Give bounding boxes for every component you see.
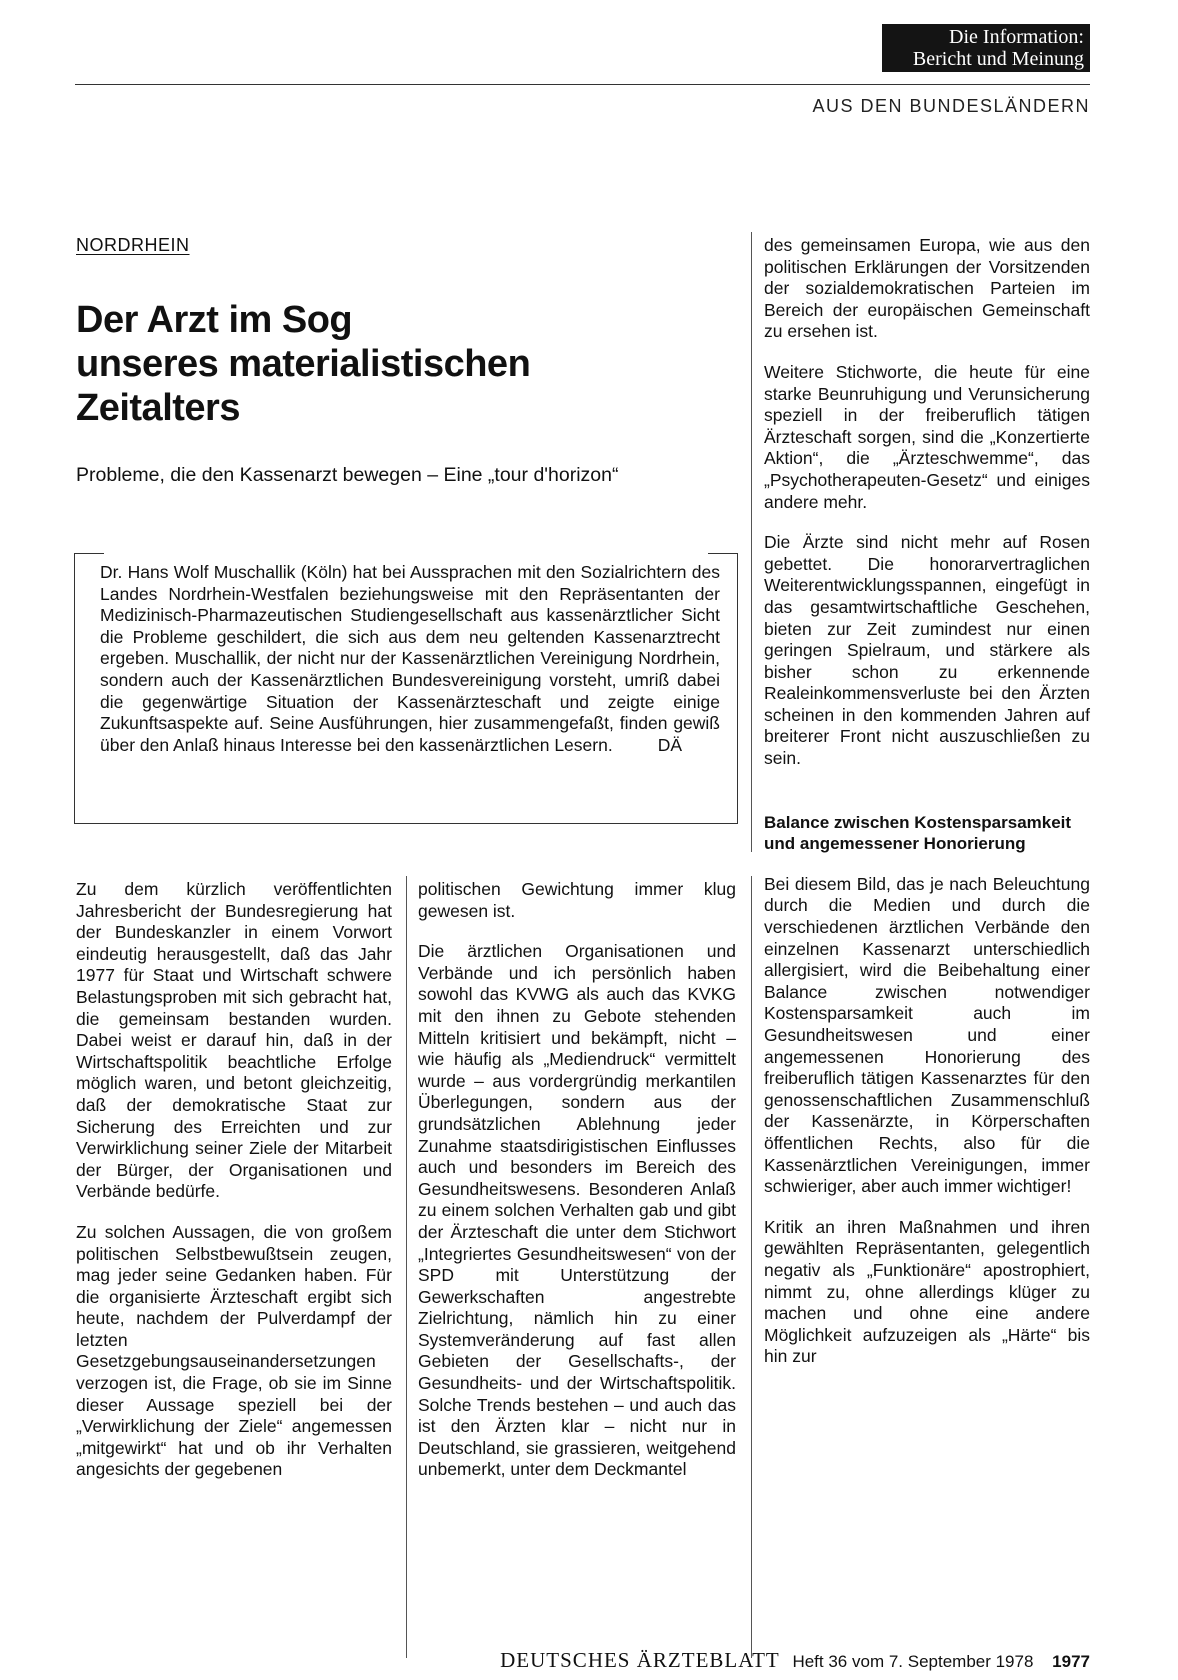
title-line: Zeitalters	[76, 387, 240, 429]
paragraph: Bei diesem Bild, das je nach Beleuchtung durch die Medien und durch die verschiedenen ärztlichen Verbände den einzelnen Kassenarzt unterschiedlich allergisiert, wird die Beibehaltung einer Balance zwischen notwendiger Kostensparsamkeit auch im Gesundheitswesen und einer angemessenen Honorierung des freiberuflich tätigen Kassenarztes für den genossenschaftlichen Zusammenschluß der Kassenärzte, in Körperschaften öffentlichen Rechts, also für die Kassenärztlichen Vereinigungen, immer schwieriger, aber auch immer wichtiger!	[764, 873, 1090, 1197]
section-subheading: Balance zwischen Kostensparsamkeit und angemessener Honorierung	[764, 812, 1072, 854]
column-divider	[751, 876, 752, 1658]
section-label: AUS DEN BUNDESLÄNDERN	[812, 96, 1090, 116]
column-divider	[406, 876, 407, 1658]
region-label: NORDRHEIN	[76, 235, 190, 255]
title-line: Der Arzt im Sog	[76, 299, 353, 341]
column-divider	[751, 232, 752, 852]
lead-text	[100, 562, 720, 756]
banner-line-1: Die Information:	[949, 26, 1084, 48]
paragraph: Kritik an ihren Maßnahmen und ihren gewählten Repräsentanten, gelegentlich negativ als „Funktionäre“ apostrophiert, nimmt zu, ohne allerdings klüger zu machen und ohne eine andere Möglichkeit aufzuzeigen als „Härte“ bis hin zur	[764, 1216, 1090, 1367]
section-banner	[882, 24, 1090, 72]
journal-name: DEUTSCHES ÄRZTEBLATT	[500, 1648, 780, 1672]
title-line: unseres materialistischen	[76, 343, 531, 385]
page-number: 1977	[1052, 1652, 1090, 1671]
article-subtitle: Probleme, die den Kassenarzt bewegen – Eine „tour d'horizon“	[76, 464, 619, 486]
lead-signature: DÄ	[657, 734, 682, 755]
issue-info: Heft 36 vom 7. September 1978	[792, 1652, 1034, 1671]
paragraph: politischen Gewichtung immer klug gewesen ist.	[418, 879, 736, 921]
lead-paragraph: Dr. Hans Wolf Muschallik (Köln) hat bei Aussprachen mit den Sozialrichtern des Landes Nordrhein-Westfalen beziehungsweise mit den Repräsentanten der Medizinisch-Pharmazeutischen Studiengesellschaft aus kassenärztlicher Sicht die Probleme geschildert, die sich aus dem neu geltenden Kassenarztrecht ergeben. Muschallik, der nicht nur der Kassenärztlichen Vereinigung Nordrhein, sondern auch der Kassenärztlichen Bundesvereinigung vorsteht, umriß dabei die gegenwärtige Situation der Kassenärzteschaft und zeigte einige Zukunftsaspekte auf. Seine Ausführungen, hier zusammengefaßt, finden gewiß über den Anlaß hinaus Interesse bei den kassenärztlichen Lesern.	[100, 562, 720, 755]
paragraph: Die Ärzte sind nicht mehr auf Rosen gebettet. Die honorarvertraglichen Weiterentwicklungsspannen, eingefügt in das gesamtwirtschaftliche Geschehen, bieten zur Zeit zumindest nur einen geringen Spielraum, und stärkere als bisher schon zu erkennende Realeinkommensverluste bei den Ärzten scheinen in den kommenden Jahren auf breiterer Front nicht auszuschließen zu sein.	[764, 532, 1090, 769]
article-title	[76, 298, 676, 430]
banner-line-2: Bericht und Meinung	[912, 48, 1084, 70]
paragraph: Weitere Stichworte, die heute für eine starke Beunruhigung und Verunsicherung speziell in der freiberuflich tätigen Ärzteschaft sorgen, sind die „Konzertierte Aktion“, die „Ärzteschwemme“, das „Psychotherapeuten-Gesetz“ und einiges andere mehr.	[764, 361, 1090, 512]
paragraph: Zu dem kürzlich veröffentlichten Jahresbericht der Bundesregierung hat der Bundeskanzler in einem Vorwort eindeutig herausgestellt, daß das Jahr 1977 für Staat und Wirtschaft schwere Belastungsproben mit sich gebracht hat, die gemeinsam bestanden wurden. Dabei weist er darauf hin, daß in der Wirtschaftspolitik beachtliche Erfolge möglich waren, und betont gleichzeitig, daß der demokratische Staat zur Sicherung des Erreichten und zur Verwirklichung seiner Ziele der Mitarbeit der Bürger, der Organisationen und Verbände bedürfe.	[76, 879, 392, 1202]
header-rule	[75, 84, 1090, 85]
page-footer	[500, 1648, 1090, 1673]
body-column-1	[76, 879, 392, 1500]
paragraph: Zu solchen Aussagen, die von großem politischen Selbstbewußtsein zeugen, mag jeder seine Gedanken haben. Für die organisierte Ärzteschaft ergibt sich heute, nachdem der Pulverdampf der letzten Gesetzgebungsauseinandersetzungen verzogen ist, die Frage, ob sie im Sinne dieser Aussage speziell bei der „Verwirklichung der Ziele“ angemessen „mitgewirkt“ hat und ob ihr Verhalten angesichts der gegebenen	[76, 1221, 392, 1480]
body-column-2	[418, 879, 736, 1500]
paragraph: des gemeinsamen Europa, wie aus den politischen Erklärungen der Vorsitzenden der sozialdemokratischen Parteien im Bereich der europäischen Gemeinschaft zu ersehen ist.	[764, 235, 1090, 342]
body-column-3	[764, 235, 1090, 1387]
paragraph: Die ärztlichen Organisationen und Verbände und ich persönlich haben sowohl das KVWG als auch das KVKG mit den ihnen zu Gebote stehenden Mitteln kritisiert und bekämpft, nicht – wie häufig als „Mediendruck“ vermittelt wurde – aus vordergründig merkantilen Überlegungen, sondern aus der grundsätzlichen Ablehnung jeder Zunahme staatsdirigistischen Einflusses auch und besonders im Bereich des Gesundheitswesens. Besonderen Anlaß zu einem solchen Verhalten gab und gibt der Ärzteschaft die unter dem Stichwort „Integriertes Gesundheitswesen“ von der SPD mit Unterstützung der Gewerkschaften angestrebte Zielrichtung, nämlich hin zu einer Systemveränderung auf fast allen Gebieten der Gesellschafts-, der Gesundheits- und der Wirtschaftspolitik. Solche Trends bestehen – und auch das ist den Ärzten klar – nicht nur in Deutschland, sie grassieren, weitgehend unbemerkt, unter dem Deckmantel	[418, 941, 736, 1480]
